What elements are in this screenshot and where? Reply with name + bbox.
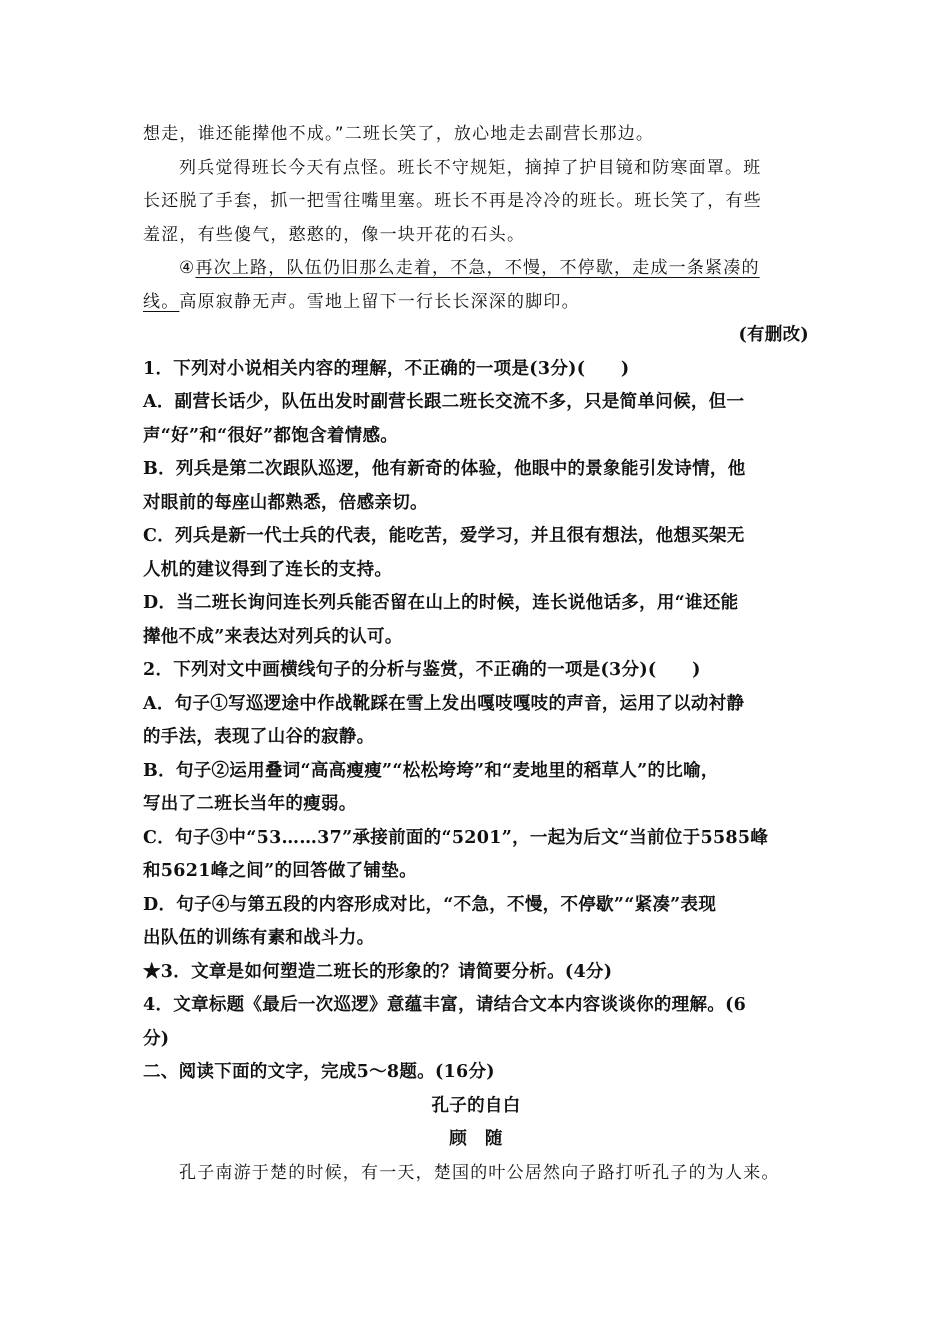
option-line: 出队伍的训练有素和战斗力。: [143, 928, 375, 948]
article-first-line: 孔子南游于楚的时候，有一天，楚国的叶公居然向子路打听孔子的为人来。: [179, 1162, 780, 1183]
question-4-line: 分): [143, 1028, 170, 1049]
option-line: D．当二班长询问连长列兵能否留在山上的时候，连长说他话多，用“谁还能: [143, 593, 739, 613]
option-line: 和5621峰之间”的回答做了铺垫。: [143, 861, 417, 881]
passage-line: 羞涩，有些傻气，憨憨的，像一块开花的石头。: [143, 224, 526, 245]
option-line: D．句子④与第五段的内容形成对比，“不急，不慢，不停歇”“紧凑”表现: [143, 894, 717, 915]
passage-line: [143, 286, 809, 320]
option-line: B．列兵是第二次跟队巡逻，他有新奇的体验，他眼中的景象能引发诗情，他: [143, 459, 746, 479]
option-line: 写出了二班长当年的瘦弱。: [143, 794, 357, 814]
question-3: ★3．文章是如何塑造二班长的形象的？请简要分析。(4分): [143, 961, 613, 982]
option-line: 声“好”和“很好”都饱含着情感。: [143, 425, 399, 446]
source-note: (有删改): [738, 325, 809, 345]
option-line: C．列兵是新一代士兵的代表，能吃苦，爱学习，并且很有想法，他想买架无: [143, 526, 745, 546]
underlined-sentence: 再次上路，队伍仍旧那么走着，不急，不慢，不停歇，走成一条紧凑的: [195, 258, 760, 278]
option-line: A．句子①写巡逻途中作战靴踩在雪上发出嘎吱嘎吱的声音，运用了以动衬静: [143, 693, 745, 714]
option-line: A．副营长话少，队伍出发时副营长跟二班长交流不多，只是简单问候，但一: [143, 392, 745, 412]
passage-line: 想走，谁还能撵他不成。”二班长笑了，放心地走去副营长那边。: [143, 124, 655, 144]
option-line: 对眼前的每座山都熟悉，倍感亲切。: [143, 492, 428, 513]
passage-line: 列兵觉得班长今天有点怪。班长不守规矩，摘掉了护目镜和防寒面罩。班: [179, 157, 762, 178]
option-line: 人机的建议得到了连长的支持。: [143, 559, 393, 580]
question-4-line: 4．文章标题《最后一次巡逻》意蕴丰富，请结合文本内容谈谈你的理解。(6: [143, 995, 747, 1015]
option-line: 的手法，表现了山谷的寂静。: [143, 727, 375, 747]
underlined-sentence: 线。: [143, 291, 180, 312]
option-line: C．句子③中“53……37”承接前面的“5201”，一起为后文“当前位于5585峰: [143, 827, 769, 848]
sentence-marker: ④: [179, 258, 196, 278]
section-2-heading: 二、阅读下面的文字，完成5～8题。(16分): [143, 1062, 495, 1082]
article-author: 顾 随: [449, 1129, 503, 1149]
passage-text: 高原寂静无声。雪地上留下一行长长深深的脚印。: [179, 291, 580, 312]
question-1-stem: 1．下列对小说相关内容的理解，不正确的一项是(3分)( ): [143, 358, 630, 379]
passage-line: 长还脱了手套，抓一把雪往嘴里塞。班长不再是冷冷的班长。班长笑了，有些: [143, 191, 762, 211]
passage-line: [143, 252, 809, 286]
document-page: [143, 118, 809, 1190]
option-line: 撵他不成”来表达对列兵的认可。: [143, 626, 403, 647]
article-title: 孔子的自白: [431, 1095, 521, 1116]
question-2-stem: 2．下列对文中画横线句子的分析与鉴赏，不正确的一项是(3分)( ): [143, 660, 701, 680]
option-line: B．句子②运用叠词“高高瘦瘦”“松松垮垮”和“麦地里的稻草人”的比喻，: [143, 760, 719, 781]
